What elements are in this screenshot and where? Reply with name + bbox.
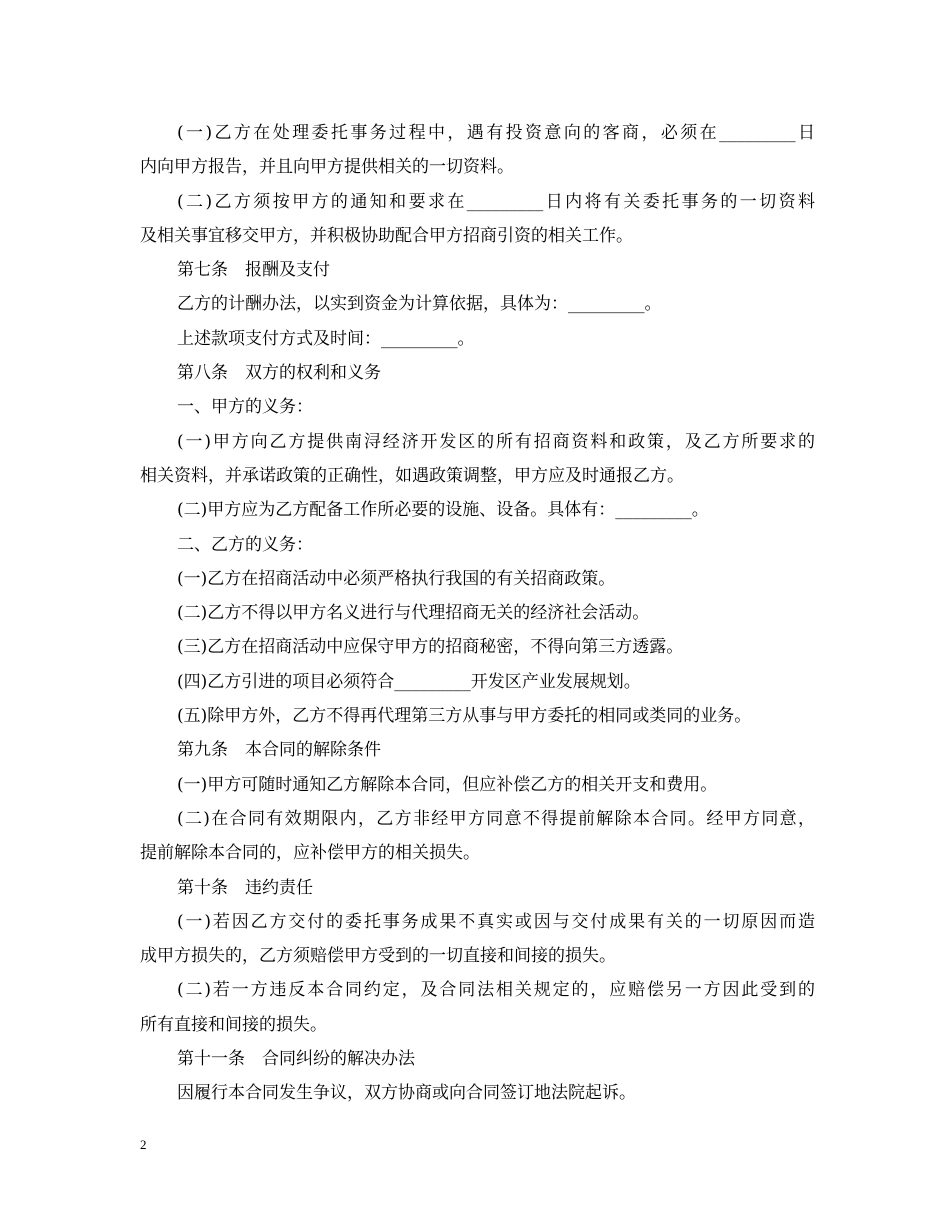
text-line: (二)在合同有效期限内，乙方非经甲方同意不得提前解除本合同。经甲方同意， — [177, 808, 815, 829]
text-line: 第十条 违约责任 — [177, 877, 313, 898]
text-line: 成甲方损失的，乙方须赔偿甲方受到的一切直接和间接的损失。 — [140, 946, 616, 967]
text-line: (五)除甲方外，乙方不得再代理第三方从事与甲方委托的相同或类同的业务。 — [177, 706, 752, 727]
text-line: 一、甲方的义务： — [177, 397, 313, 418]
text-line: 相关资料，并承诺政策的正确性，如遇政策调整，甲方应及时通报乙方。 — [140, 465, 684, 486]
text-line: 及相关事宜移交甲方，并积极协助配合甲方招商引资的相关工作。 — [140, 225, 633, 246]
text-line: 内向甲方报告，并且向甲方提供相关的一切资料。 — [140, 157, 514, 178]
text-line: (二)乙方不得以甲方名义进行与代理招商无关的经济社会活动。 — [177, 603, 650, 624]
text-line: (三)乙方在招商活动中应保守甲方的招商秘密，不得向第三方透露。 — [177, 637, 684, 658]
document-body — [140, 116, 815, 1111]
text-line: (一)乙方在招商活动中必须严格执行我国的有关招商政策。 — [177, 568, 616, 589]
text-line: (一)乙方在处理委托事务过程中，遇有投资意向的客商，必须在_________日 — [177, 123, 815, 143]
page-number: 2 — [140, 1137, 147, 1152]
text-line: 乙方的计酬办法，以实到资金为计算依据，具体为：_________。 — [177, 294, 662, 315]
text-line: (一)若因乙方交付的委托事务成果不真实或因与交付成果有关的一切原因而造 — [177, 911, 815, 932]
text-line: (一)甲方可随时通知乙方解除本合同，但应补偿乙方的相关开支和费用。 — [177, 774, 718, 795]
text-line: (二)甲方应为乙方配备工作所必要的设施、设备。具体有：_________。 — [177, 500, 709, 521]
text-line: (二)乙方须按甲方的通知和要求在_________日内将有关委托事务的一切资料 — [177, 191, 815, 212]
text-line: 第七条 报酬及支付 — [177, 260, 330, 281]
text-line: 提前解除本合同的，应补偿甲方的相关损失。 — [140, 843, 480, 864]
text-line: 第九条 本合同的解除条件 — [177, 740, 381, 761]
text-line: (四)乙方引进的项目必须符合_________开发区产业发展规划。 — [177, 671, 641, 692]
text-line: 二、乙方的义务： — [177, 534, 313, 555]
text-line: (二)若一方违反本合同约定，及合同法相关规定的，应赔偿另一方因此受到的 — [177, 980, 815, 1001]
text-line: 第八条 双方的权利和义务 — [177, 363, 381, 384]
text-line: 所有直接和间接的损失。 — [140, 1014, 327, 1035]
text-line: 上述款项支付方式及时间：_________。 — [177, 328, 475, 349]
text-line: (一)甲方向乙方提供南浔经济开发区的所有招商资料和政策，及乙方所要求的 — [177, 431, 815, 452]
text-line: 第十一条 合同纠纷的解决办法 — [177, 1049, 415, 1070]
text-line: 因履行本合同发生争议，双方协商或向合同签订地法院起诉。 — [177, 1083, 636, 1104]
